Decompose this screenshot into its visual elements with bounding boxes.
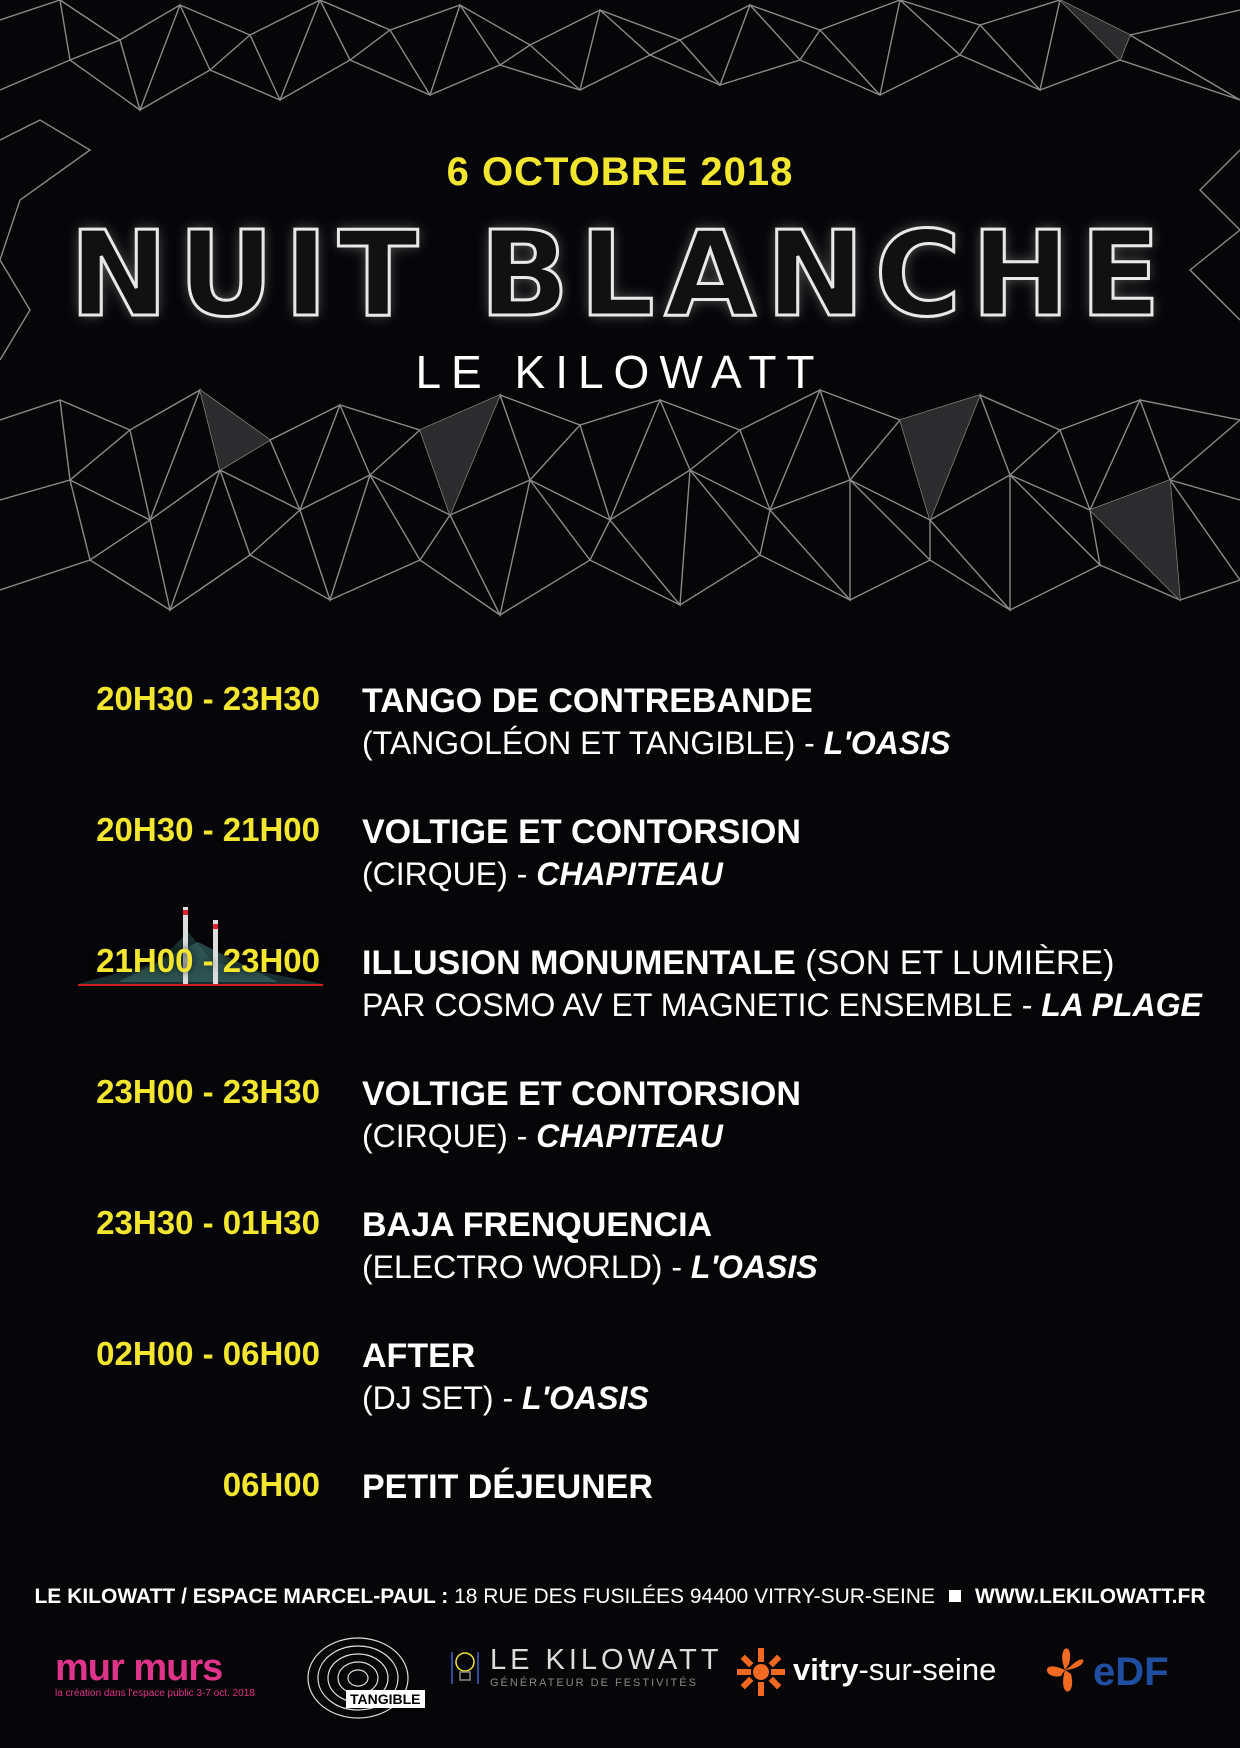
website-link[interactable]: WWW.LEKILOWATT.FR <box>974 1585 1206 1608</box>
event-details: (ELECTRO WORLD) - L'OASIS <box>362 1249 818 1285</box>
schedule-item <box>0 680 1240 770</box>
schedule-item <box>0 942 1240 1032</box>
lightbulb-icon <box>450 1648 480 1688</box>
schedule-time: 20H30 - 23H30 <box>96 680 320 717</box>
event-headline: NUIT BLANCHE <box>69 205 1171 343</box>
separator-square-icon <box>949 1590 961 1602</box>
edf-flower-icon <box>1035 1640 1095 1702</box>
event-details: (CIRQUE) - CHAPITEAU <box>362 1118 723 1154</box>
kilowatt-logo: LE KILOWATT GÉNÉRATEUR DE FESTIVITÉS <box>450 1644 723 1689</box>
edf-logo: eDF <box>1035 1640 1169 1695</box>
schedule-item <box>0 811 1240 901</box>
vitry-logo: vitry-sur-seine <box>735 1646 996 1688</box>
murmurs-logo: mur murs la création dans l'espace public 3-7 oct. 2018 <box>55 1647 255 1699</box>
event-title: ILLUSION MONUMENTALE (SON ET LUMIÈRE) <box>362 944 1115 982</box>
address-venue-name: LE KILOWATT / ESPACE MARCEL-PAUL : <box>34 1585 449 1608</box>
spiral-icon <box>298 1630 413 1730</box>
schedule-time: 20H30 - 21H00 <box>96 811 320 848</box>
schedule-time: 23H30 - 01H30 <box>96 1204 320 1241</box>
event-venue: CHAPITEAU <box>536 856 723 892</box>
schedule-time: 21H00 - 23H00 <box>96 942 320 979</box>
schedule-event <box>362 1073 1222 1157</box>
schedule-event <box>362 1466 1222 1508</box>
schedule-time: 02H00 - 06H00 <box>96 1335 320 1372</box>
event-title: TANGO DE CONTREBANDE <box>362 682 813 720</box>
partner-logos <box>0 1630 1240 1740</box>
event-venue: L'OASIS <box>690 1249 818 1285</box>
event-title: AFTER <box>362 1337 476 1375</box>
brand-wordmark: LE KILOWATT <box>415 346 825 398</box>
event-venue: LA PLAGE <box>1041 987 1202 1023</box>
schedule-item <box>0 1335 1240 1425</box>
schedule-event <box>362 680 1222 764</box>
event-date: 6 OCTOBRE 2018 <box>446 150 794 194</box>
address-street: 18 RUE DES FUSILÉES 94400 VITRY-SUR-SEINE <box>454 1585 935 1608</box>
schedule-item <box>0 1073 1240 1163</box>
event-title: BAJA FRENQUENCIA <box>362 1206 713 1244</box>
schedule-item <box>0 1466 1240 1556</box>
event-title: PETIT DÉJEUNER <box>362 1468 653 1506</box>
schedule-time: 06H00 <box>222 1466 320 1503</box>
schedule-event <box>362 942 1222 1026</box>
event-details: (TANGOLÉON ET TANGIBLE) - L'OASIS <box>362 725 951 761</box>
schedule-event <box>362 811 1222 895</box>
event-venue: L'OASIS <box>521 1380 649 1416</box>
schedule-event <box>362 1204 1222 1288</box>
event-venue: CHAPITEAU <box>536 1118 723 1154</box>
event-title: VOLTIGE ET CONTORSION <box>362 813 801 851</box>
schedule-item <box>0 1204 1240 1294</box>
event-venue: L'OASIS <box>823 725 951 761</box>
event-details: (DJ SET) - L'OASIS <box>362 1380 649 1416</box>
tangible-logo: TANGIBLE <box>298 1630 413 1730</box>
venue-address <box>0 1585 1240 1609</box>
vitry-emblem-icon <box>735 1646 787 1698</box>
schedule-time: 23H00 - 23H30 <box>96 1073 320 1110</box>
event-details: PAR COSMO AV ET MAGNETIC ENSEMBLE - LA PLAGE <box>362 987 1202 1023</box>
event-details: (CIRQUE) - CHAPITEAU <box>362 856 723 892</box>
schedule-event <box>362 1335 1222 1419</box>
event-title: VOLTIGE ET CONTORSION <box>362 1075 801 1113</box>
